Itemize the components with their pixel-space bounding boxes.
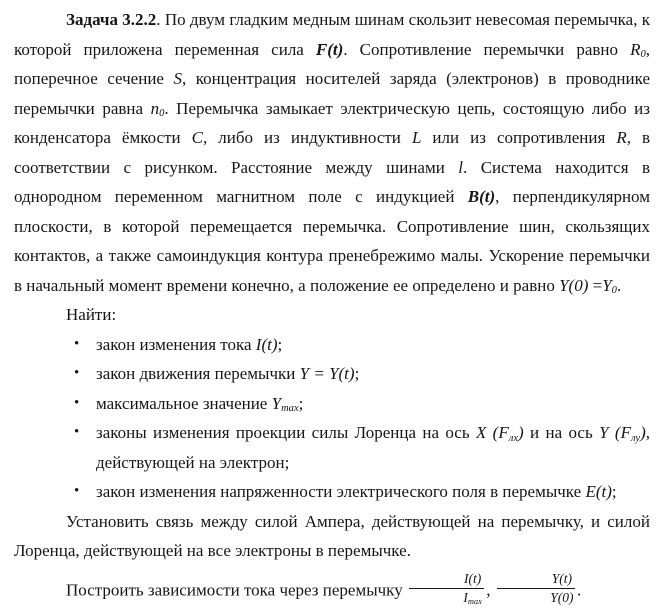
text-run: , концентрация носителей заряда (электронов) в проводнике перемычки равна <box>14 69 650 118</box>
text-run: . По двум гладким медным шинам скользит невесомая перемычка, к которой приложена переменная сила <box>14 10 651 59</box>
text-run: X (F <box>475 423 509 442</box>
text-run: Y (F <box>599 423 631 442</box>
text-run: 0 <box>640 49 646 61</box>
text-run: , в соответствии с рисунком. Расстояние между шинами <box>14 128 651 177</box>
text-run: , действующей на электрон; <box>96 423 651 472</box>
bullet-icon: • <box>74 394 80 411</box>
text-run: B(t) <box>467 187 496 206</box>
text-run: 0 <box>159 108 165 120</box>
text-run: Построить зависимости тока через перемычку <box>66 579 407 599</box>
text-run: . <box>576 579 582 599</box>
text-run: ) <box>518 423 524 442</box>
plot-task <box>14 570 650 609</box>
bullet-text <box>96 394 303 413</box>
bullet-item <box>14 418 650 477</box>
text-run: ; <box>298 393 304 413</box>
text-run: . <box>616 275 622 295</box>
text-run: n <box>150 98 160 118</box>
text-run: Y <box>271 393 282 413</box>
bullet-item <box>14 477 650 507</box>
text-run: , перпендикулярном плоскости, в которой перемещается перемычка. Сопротивление шин, скользящих контактов, а также самоиндукция контура пренебрежимо малы. Ускорение перемычки в начальный момент времени конечно, а положение ее определено и равно <box>14 187 650 295</box>
text-run: ; <box>277 334 283 354</box>
text-run: . Сопротивление перемычки равно <box>343 39 631 59</box>
find-list <box>14 330 650 507</box>
fraction-numerator <box>497 571 575 589</box>
text-run: E(t) <box>585 482 612 501</box>
text-run: Y = Y(t) <box>299 364 355 383</box>
text-run: , либо из индуктивности <box>203 128 412 147</box>
text-run: лу <box>630 432 641 444</box>
text-run: закон изменения напряженности электрического поля в перемычке <box>96 482 586 501</box>
text-run: = <box>588 275 603 295</box>
bullet-item <box>14 330 650 360</box>
text-run: I(t) <box>463 570 482 586</box>
text-run: лх <box>508 432 519 444</box>
bullet-item <box>14 359 650 389</box>
text-run: законы изменения проекции силы Лоренца на ось <box>96 423 476 442</box>
text-run: C <box>191 128 203 147</box>
text-run: I(t) <box>255 334 278 354</box>
text-run: ; <box>611 482 617 501</box>
text-run: ) <box>640 423 646 442</box>
text-run: Y(t) <box>551 570 572 586</box>
text-run: max <box>281 403 299 415</box>
find-label <box>14 300 650 330</box>
text-run: F(t) <box>315 39 344 59</box>
document-body <box>14 5 650 609</box>
bullet-text <box>96 482 617 501</box>
text-run: Y <box>602 275 612 295</box>
bullet-item <box>14 389 650 419</box>
text-run: , <box>486 579 495 599</box>
text-run: Найти: <box>66 305 117 324</box>
bullet-icon: • <box>74 424 80 440</box>
text-run: закон движения перемычки <box>96 364 300 383</box>
text-run: Задача 3.2.2 <box>66 10 157 29</box>
text-run: R <box>630 39 641 59</box>
bullet-icon: • <box>74 365 80 381</box>
bullet-text <box>96 423 650 472</box>
inline-fraction <box>409 571 484 606</box>
text-run: L <box>411 128 422 147</box>
text-run: . Система находится в однородном переменном магнитном поле с индукцией <box>14 157 650 206</box>
ampere-lorentz-task <box>14 507 650 566</box>
fraction-numerator <box>409 571 484 589</box>
text-run: ; <box>354 364 360 383</box>
text-run: Y(0) <box>559 275 589 295</box>
text-run: . Перемычка замыкает электрическую цепь, состоящую либо из конденсатора ёмкости <box>14 98 650 147</box>
text-run: R <box>616 128 627 147</box>
bullet-icon: • <box>74 335 80 352</box>
inline-fraction <box>497 571 575 606</box>
text-run: Установить связь между силой Ампера, действующей на перемычку, и силой Лоренца, действующей на все электроны в перемычке. <box>14 511 650 560</box>
bullet-text <box>96 335 282 354</box>
fraction-denominator <box>498 589 573 606</box>
text-run: , поперечное сечение <box>14 39 650 88</box>
text-run: закон изменения тока <box>96 334 256 354</box>
text-run: S <box>173 69 182 88</box>
text-run: максимальное значение <box>96 393 272 413</box>
text-run: I <box>463 589 468 605</box>
bullet-icon: • <box>74 483 80 499</box>
text-run: max <box>467 596 482 606</box>
text-run: и на ось <box>523 423 600 442</box>
bullet-text <box>96 364 359 383</box>
text-run: Y(0) <box>550 589 574 605</box>
text-run: l <box>458 157 463 177</box>
text-run: 0 <box>611 285 617 297</box>
problem-statement-paragraph <box>14 5 650 300</box>
text-run: или из сопротивления <box>421 128 617 147</box>
fraction-denominator <box>411 589 481 606</box>
